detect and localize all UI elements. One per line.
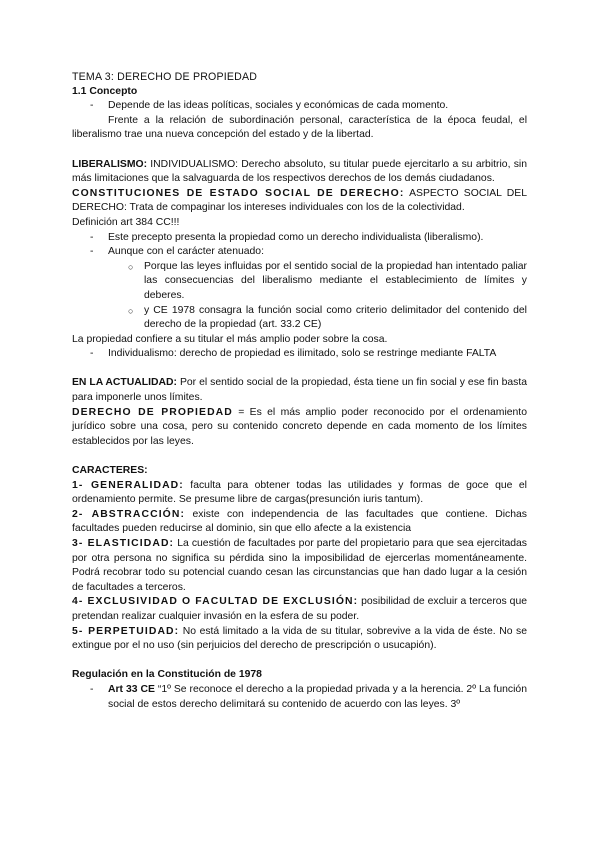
dash-marker: - bbox=[90, 231, 94, 243]
caracter-label: 1- GENERALIDAD: bbox=[72, 479, 184, 491]
section-heading-regulacion: Regulación en la Constitución de 1978 bbox=[72, 669, 262, 681]
art-text: “1º Se reconoce el derecho a la propiedad privada y a la herencia. 2º La función social de estos derecho delimitará su contenido de acuerdo con las leyes. 3º bbox=[108, 683, 527, 710]
bullet-text: Individualismo: derecho de propiedad es ilimitado, solo se restringe mediante FALTA bbox=[108, 348, 497, 360]
bullet-art33 bbox=[72, 683, 527, 712]
label-derecho-propiedad: DERECHO DE PROPIEDAD bbox=[72, 406, 233, 418]
text-derecho-propiedad: = Es el más amplio poder reconocido por el ordenamiento jurídico sobre una cosa, pero su contenido concreto depende en cada momento de los límites establecidos por las leyes. bbox=[72, 406, 527, 447]
caracter-text: faculta para obtener todas las utilidades y formas de goce que el ordenamiento permite. Se presume libre de cargas(presunción iuris tantum). bbox=[72, 479, 527, 506]
dash-marker: - bbox=[90, 683, 94, 695]
bullet-text: Depende de las ideas políticas, sociales y económicas de cada momento. bbox=[108, 100, 449, 112]
caracter-text: La cuestión de facultades por parte del propietario para que sea ejercitadas por otra persona no significa su pérdida sino la imposibilidad de ejercerlas momentáneamente. Podrá recobrar todo su potencial cuando cesan las circunstancias que han dado lugar a la cesión de facultades a terceros. bbox=[72, 538, 527, 593]
dash-marker: - bbox=[90, 100, 94, 112]
subbullet-text: Porque las leyes influidas por el sentido social de la propiedad han intentado paliar las consecuencias del liberalismo mediante el establecimiento de límites y deberes. bbox=[144, 260, 527, 301]
section-heading-concepto: 1.1 Concepto bbox=[72, 85, 138, 97]
paragraph-derecho-propiedad bbox=[72, 406, 527, 450]
bullet-text: Este precepto presenta la propiedad como un derecho individualista (liberalismo). bbox=[108, 231, 484, 243]
document-title: TEMA 3: DERECHO DE PROPIEDAD bbox=[72, 71, 258, 83]
caracter-text: existe con independencia de las facultades que contiene. Dichas facultades pueden reducirse al dominio, sin que ello afecte a la existencia bbox=[72, 508, 527, 535]
caracter-label: 2- ABSTRACCIÓN: bbox=[72, 508, 186, 520]
dash-marker: - bbox=[90, 246, 94, 258]
bullet-text: Aunque con el carácter atenuado: bbox=[108, 246, 264, 258]
section-heading-caracteres: CARACTERES: bbox=[72, 465, 148, 477]
text-actualidad: Por el sentido social de la propiedad, ésta tiene un fin social y ese fin basta para imponerle unos límites. bbox=[72, 377, 527, 404]
label-constituciones: CONSTITUCIONES DE ESTADO SOCIAL DE DERECHO: bbox=[72, 187, 405, 199]
circle-marker: ○ bbox=[128, 261, 134, 272]
paragraph-confiere: La propiedad confiere a su titular el más amplio poder sobre la cosa. bbox=[72, 333, 388, 345]
label-actualidad: EN LA ACTUALIDAD: bbox=[72, 377, 177, 389]
caracter-text: No está limitado a la vida de su titular, sobrevive a la vida de éste. No se extingue por el no uso (sin perjuicios del derecho de prescripción o usucapión). bbox=[72, 625, 527, 652]
definicion-line: Definición art 384 CC!!! bbox=[72, 216, 180, 228]
caracter-item bbox=[72, 625, 527, 654]
label-liberalismo: LIBERALISMO: bbox=[72, 158, 148, 170]
document-page bbox=[72, 70, 527, 712]
dash-marker: - bbox=[90, 348, 94, 360]
caracter-item bbox=[72, 537, 527, 595]
paragraph-liberalismo bbox=[72, 158, 527, 187]
subbullet-ce1978 bbox=[72, 304, 527, 333]
bullet-concepto bbox=[72, 99, 527, 114]
paragraph-actualidad bbox=[72, 376, 527, 405]
subbullet-leyes bbox=[72, 260, 527, 304]
caracter-label: 5- PERPETUIDAD: bbox=[72, 625, 180, 637]
caracter-label: 4- EXCLUSIVIDAD O FACULTAD DE EXCLUSIÓN: bbox=[72, 596, 359, 608]
art-label: Art 33 CE bbox=[108, 683, 155, 695]
bullet-precepto bbox=[72, 231, 527, 246]
paragraph-feudal: Frente a la relación de subordinación personal, característica de la época feudal, el liberalismo trae una nueva concepción del estado y de la libertad. bbox=[72, 114, 527, 141]
subbullet-text: y CE 1978 consagra la función social como criterio delimitador del contenido del derecho de la propiedad (art. 33.2 CE) bbox=[144, 304, 527, 331]
caracter-item bbox=[72, 595, 527, 624]
bullet-individualismo bbox=[72, 347, 527, 362]
bullet-atenuado bbox=[72, 245, 527, 260]
caracter-label: 3- ELASTICIDAD: bbox=[72, 538, 175, 549]
caracter-item bbox=[72, 508, 527, 537]
text-liberalismo: INDIVIDUALISMO: Derecho absoluto, su titular puede ejercitarlo a su arbitrio, sin más limitaciones que la salvaguarda de los respectivos derechos de los demás ciudadanos. bbox=[72, 158, 527, 185]
caracter-item bbox=[72, 479, 527, 508]
circle-marker: ○ bbox=[128, 305, 134, 316]
caracter-text: posibilidad de excluir a terceros que pretendan realizar cualquier invasión en la esfera de su poder. bbox=[72, 596, 528, 622]
paragraph-constituciones bbox=[72, 187, 527, 216]
text-constituciones: ASPECTO SOCIAL DEL DERECHO: Trata de compaginar los intereses individuales con los de la colectividad. bbox=[72, 187, 528, 214]
